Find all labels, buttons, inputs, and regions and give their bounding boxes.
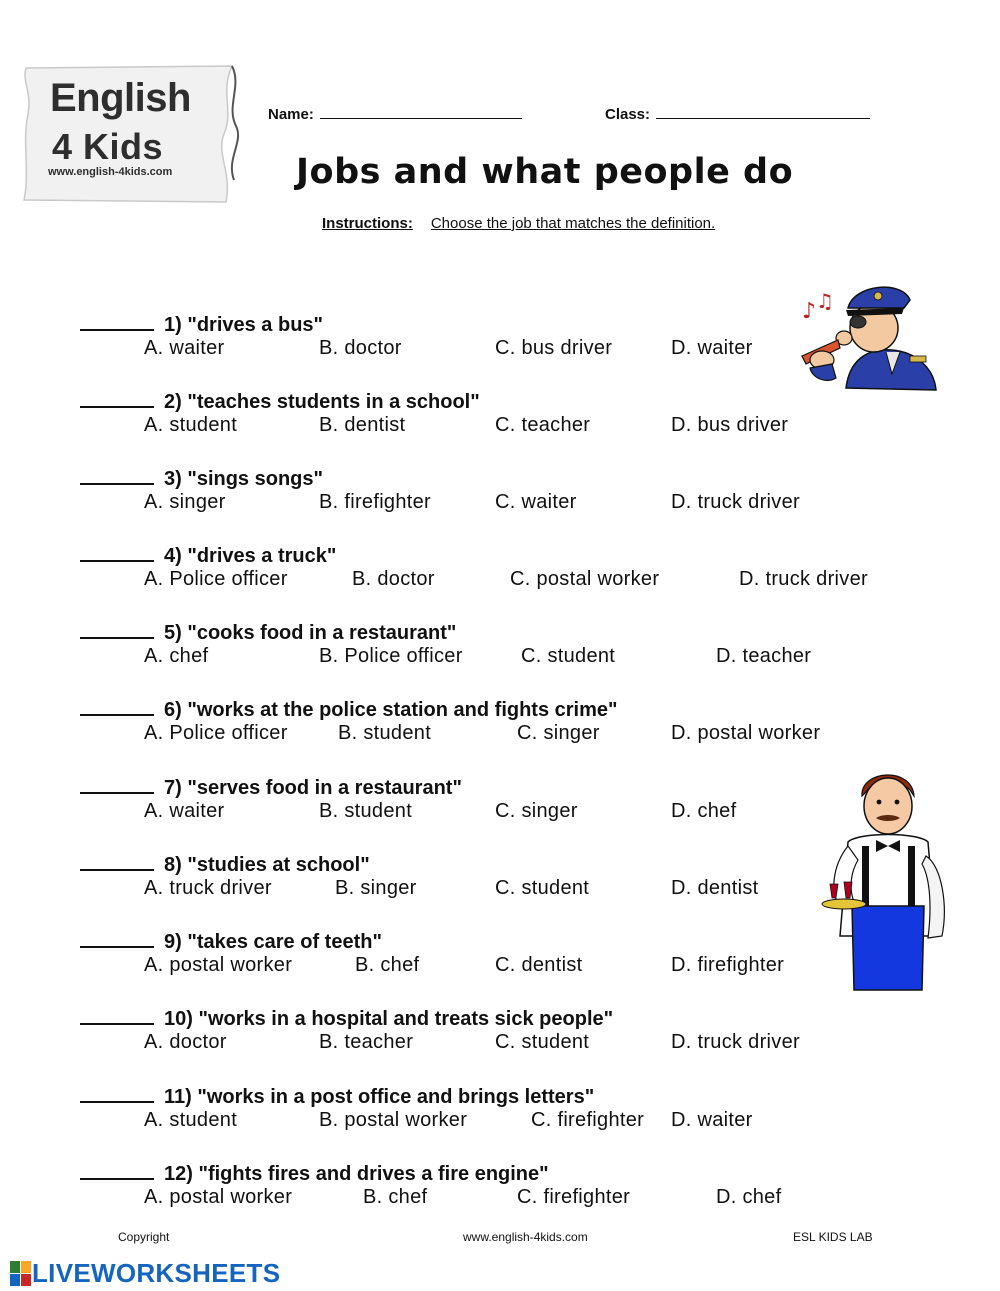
option-d[interactable]: D. dentist <box>671 877 759 899</box>
question-text: 8) "studies at school" <box>164 854 370 876</box>
class-blank[interactable] <box>656 104 870 119</box>
question-8 <box>80 851 920 911</box>
name-blank[interactable] <box>320 104 522 119</box>
option-c[interactable]: C. singer <box>517 722 600 744</box>
name-label: Name: <box>268 106 314 123</box>
option-c[interactable]: C. student <box>495 877 590 899</box>
svg-text:♪: ♪ <box>802 299 817 324</box>
question-text: 1) "drives a bus" <box>164 314 324 336</box>
question-text: 4) "drives a truck" <box>164 545 337 567</box>
question-text: 7) "serves food in a restaurant" <box>164 777 462 799</box>
option-b[interactable]: B. doctor <box>319 337 402 359</box>
option-a[interactable]: A. doctor <box>144 1031 227 1053</box>
option-d[interactable]: D. bus driver <box>671 414 789 436</box>
question-stem <box>80 696 618 722</box>
footer-url: www.english-4kids.com <box>463 1230 588 1244</box>
question-1 <box>80 311 920 371</box>
answer-blank[interactable] <box>80 1083 154 1103</box>
option-c[interactable]: C. dentist <box>495 954 583 976</box>
page-title: Jobs and what people do <box>296 152 794 192</box>
answer-blank[interactable] <box>80 774 154 794</box>
footer-copyright: Copyright <box>118 1230 170 1244</box>
question-stem <box>80 1005 613 1031</box>
answer-blank[interactable] <box>80 619 154 639</box>
question-9 <box>80 928 920 988</box>
option-b[interactable]: B. doctor <box>352 568 435 590</box>
option-d[interactable]: D. waiter <box>671 337 753 359</box>
option-a[interactable]: A. student <box>144 414 238 436</box>
option-b[interactable]: B. dentist <box>319 414 406 436</box>
option-c[interactable]: C. waiter <box>495 491 577 513</box>
question-2 <box>80 388 920 448</box>
question-stem <box>80 542 336 568</box>
option-c[interactable]: C. firefighter <box>517 1186 631 1208</box>
option-a[interactable]: A. postal worker <box>144 954 293 976</box>
option-a[interactable]: A. waiter <box>144 337 225 359</box>
option-d[interactable]: D. teacher <box>716 645 812 667</box>
question-6 <box>80 696 920 756</box>
question-text: 3) "sings songs" <box>164 468 323 490</box>
option-b[interactable]: B. student <box>338 722 432 744</box>
option-c[interactable]: C. postal worker <box>510 568 660 590</box>
option-c[interactable]: C. firefighter <box>531 1109 645 1131</box>
option-b[interactable]: B. Police officer <box>319 645 463 667</box>
question-text: 9) "takes care of teeth" <box>164 931 382 953</box>
question-stem <box>80 928 382 954</box>
question-7 <box>80 774 920 834</box>
question-text: 5) "cooks food in a restaurant" <box>164 622 457 644</box>
option-a[interactable]: A. singer <box>144 491 226 513</box>
option-c[interactable]: C. student <box>521 645 616 667</box>
logo-text-english: English <box>50 76 191 120</box>
svg-text:♫: ♫ <box>816 289 834 313</box>
question-stem <box>80 851 370 877</box>
option-b[interactable]: B. chef <box>363 1186 428 1208</box>
answer-blank[interactable] <box>80 928 154 948</box>
question-stem <box>80 311 323 337</box>
question-text: 11) "works in a post office and brings letters" <box>164 1086 595 1108</box>
question-10 <box>80 1005 920 1065</box>
answer-blank[interactable] <box>80 1005 154 1025</box>
option-a[interactable]: A. Police officer <box>144 568 288 590</box>
option-a[interactable]: A. postal worker <box>144 1186 293 1208</box>
question-stem <box>80 1083 594 1109</box>
option-d[interactable]: D. chef <box>671 800 737 822</box>
name-field <box>268 104 522 123</box>
option-b[interactable]: B. postal worker <box>319 1109 468 1131</box>
answer-blank[interactable] <box>80 696 154 716</box>
option-c[interactable]: C. bus driver <box>495 337 613 359</box>
question-stem <box>80 619 456 645</box>
option-d[interactable]: D. waiter <box>671 1109 753 1131</box>
option-a[interactable]: A. Police officer <box>144 722 288 744</box>
option-a[interactable]: A. truck driver <box>144 877 272 899</box>
option-a[interactable]: A. waiter <box>144 800 225 822</box>
footer-lab: ESL KIDS LAB <box>793 1230 873 1244</box>
question-11 <box>80 1083 920 1143</box>
option-b[interactable]: B. firefighter <box>319 491 432 513</box>
option-c[interactable]: C. singer <box>495 800 578 822</box>
answer-blank[interactable] <box>80 388 154 408</box>
option-d[interactable]: D. truck driver <box>671 1031 800 1053</box>
logo-url: www.english-4kids.com <box>48 166 173 178</box>
answer-blank[interactable] <box>80 542 154 562</box>
question-text: 10) "works in a hospital and treats sick people" <box>164 1008 614 1030</box>
question-stem <box>80 388 480 414</box>
option-b[interactable]: B. singer <box>335 877 417 899</box>
option-d[interactable]: D. chef <box>716 1186 782 1208</box>
answer-blank[interactable] <box>80 851 154 871</box>
option-c[interactable]: C. teacher <box>495 414 591 436</box>
option-d[interactable]: D. firefighter <box>671 954 785 976</box>
question-5 <box>80 619 920 679</box>
english4kids-logo <box>20 62 242 206</box>
answer-blank[interactable] <box>80 311 154 331</box>
question-3 <box>80 465 920 525</box>
instructions-label: Instructions: <box>322 215 413 232</box>
instructions-text: Choose the job that matches the definition. <box>430 215 716 232</box>
logo-text-4kids: 4 Kids <box>52 126 164 167</box>
question-text: 6) "works at the police station and fights crime" <box>164 699 618 721</box>
class-field <box>605 104 870 123</box>
question-stem <box>80 1160 549 1186</box>
question-stem <box>80 465 323 491</box>
option-d[interactable]: D. truck driver <box>671 491 800 513</box>
question-4 <box>80 542 920 602</box>
answer-blank[interactable] <box>80 465 154 485</box>
answer-blank[interactable] <box>80 1160 154 1180</box>
question-text: 2) "teaches students in a school" <box>164 391 480 413</box>
option-d[interactable]: D. truck driver <box>739 568 868 590</box>
option-d[interactable]: D. postal worker <box>671 722 821 744</box>
option-a[interactable]: A. chef <box>144 645 209 667</box>
option-b[interactable]: B. student <box>319 800 413 822</box>
question-12 <box>80 1160 920 1220</box>
option-b[interactable]: B. chef <box>355 954 420 976</box>
option-a[interactable]: A. student <box>144 1109 238 1131</box>
liveworksheets-brand[interactable]: LIVEWORKSHEETS <box>32 1258 281 1288</box>
instructions <box>322 215 715 232</box>
option-b[interactable]: B. teacher <box>319 1031 414 1053</box>
class-label: Class: <box>605 106 651 123</box>
question-text: 12) "fights fires and drives a fire engine" <box>164 1163 549 1185</box>
option-c[interactable]: C. student <box>495 1031 590 1053</box>
liveworksheets-logo-icon <box>10 1260 32 1288</box>
question-stem <box>80 774 462 800</box>
